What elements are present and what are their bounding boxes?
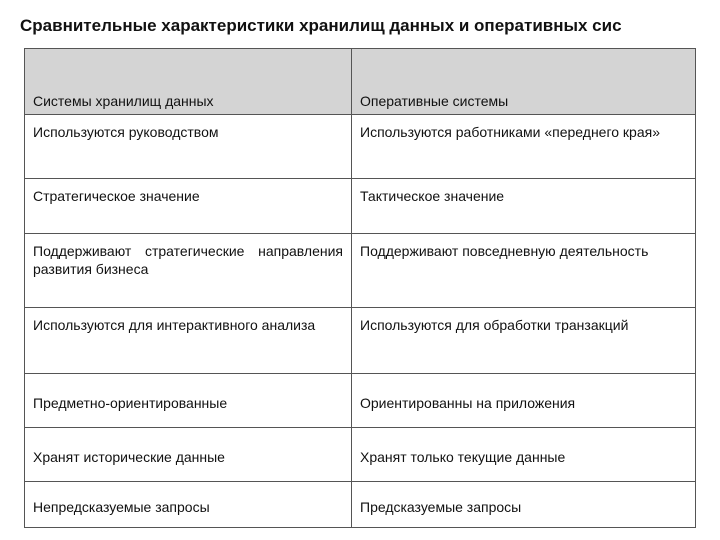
table-cell: Непредсказуемые запросы — [25, 482, 352, 528]
table-cell: Используются работниками «переднего края» — [352, 115, 696, 179]
table-row — [25, 179, 696, 234]
table-cell: Стратегическое значение — [25, 179, 352, 234]
table-row — [25, 115, 696, 179]
table-cell: Ориентированны на приложения — [352, 374, 696, 428]
table-cell: Предметно-ориентированные — [25, 374, 352, 428]
table-cell: Хранят исторические данные — [25, 428, 352, 482]
table-cell: Используются для обработки транзакций — [352, 308, 696, 374]
table-cell: Используются руководством — [25, 115, 352, 179]
table-header-row — [25, 49, 696, 115]
table-cell: Тактическое значение — [352, 179, 696, 234]
table-row — [25, 428, 696, 482]
table-cell: Поддерживают повседневную деятельность — [352, 234, 696, 308]
table-row — [25, 374, 696, 428]
header-cell-warehouse: Системы хранилищ данных — [25, 49, 352, 115]
header-cell-operational: Оперативные системы — [352, 49, 696, 115]
page-title: Сравнительные характеристики хранилищ данных и оперативных сис — [20, 16, 622, 35]
table-cell: Используются для интерактивного анализа — [25, 308, 352, 374]
table-cell: Предсказуемые запросы — [352, 482, 696, 528]
comparison-table — [24, 48, 696, 528]
table-cell: Поддерживают стратегические направления развития бизнеса — [25, 234, 352, 308]
table-row — [25, 308, 696, 374]
table-row — [25, 234, 696, 308]
table-cell: Хранят только текущие данные — [352, 428, 696, 482]
table-row — [25, 482, 696, 528]
